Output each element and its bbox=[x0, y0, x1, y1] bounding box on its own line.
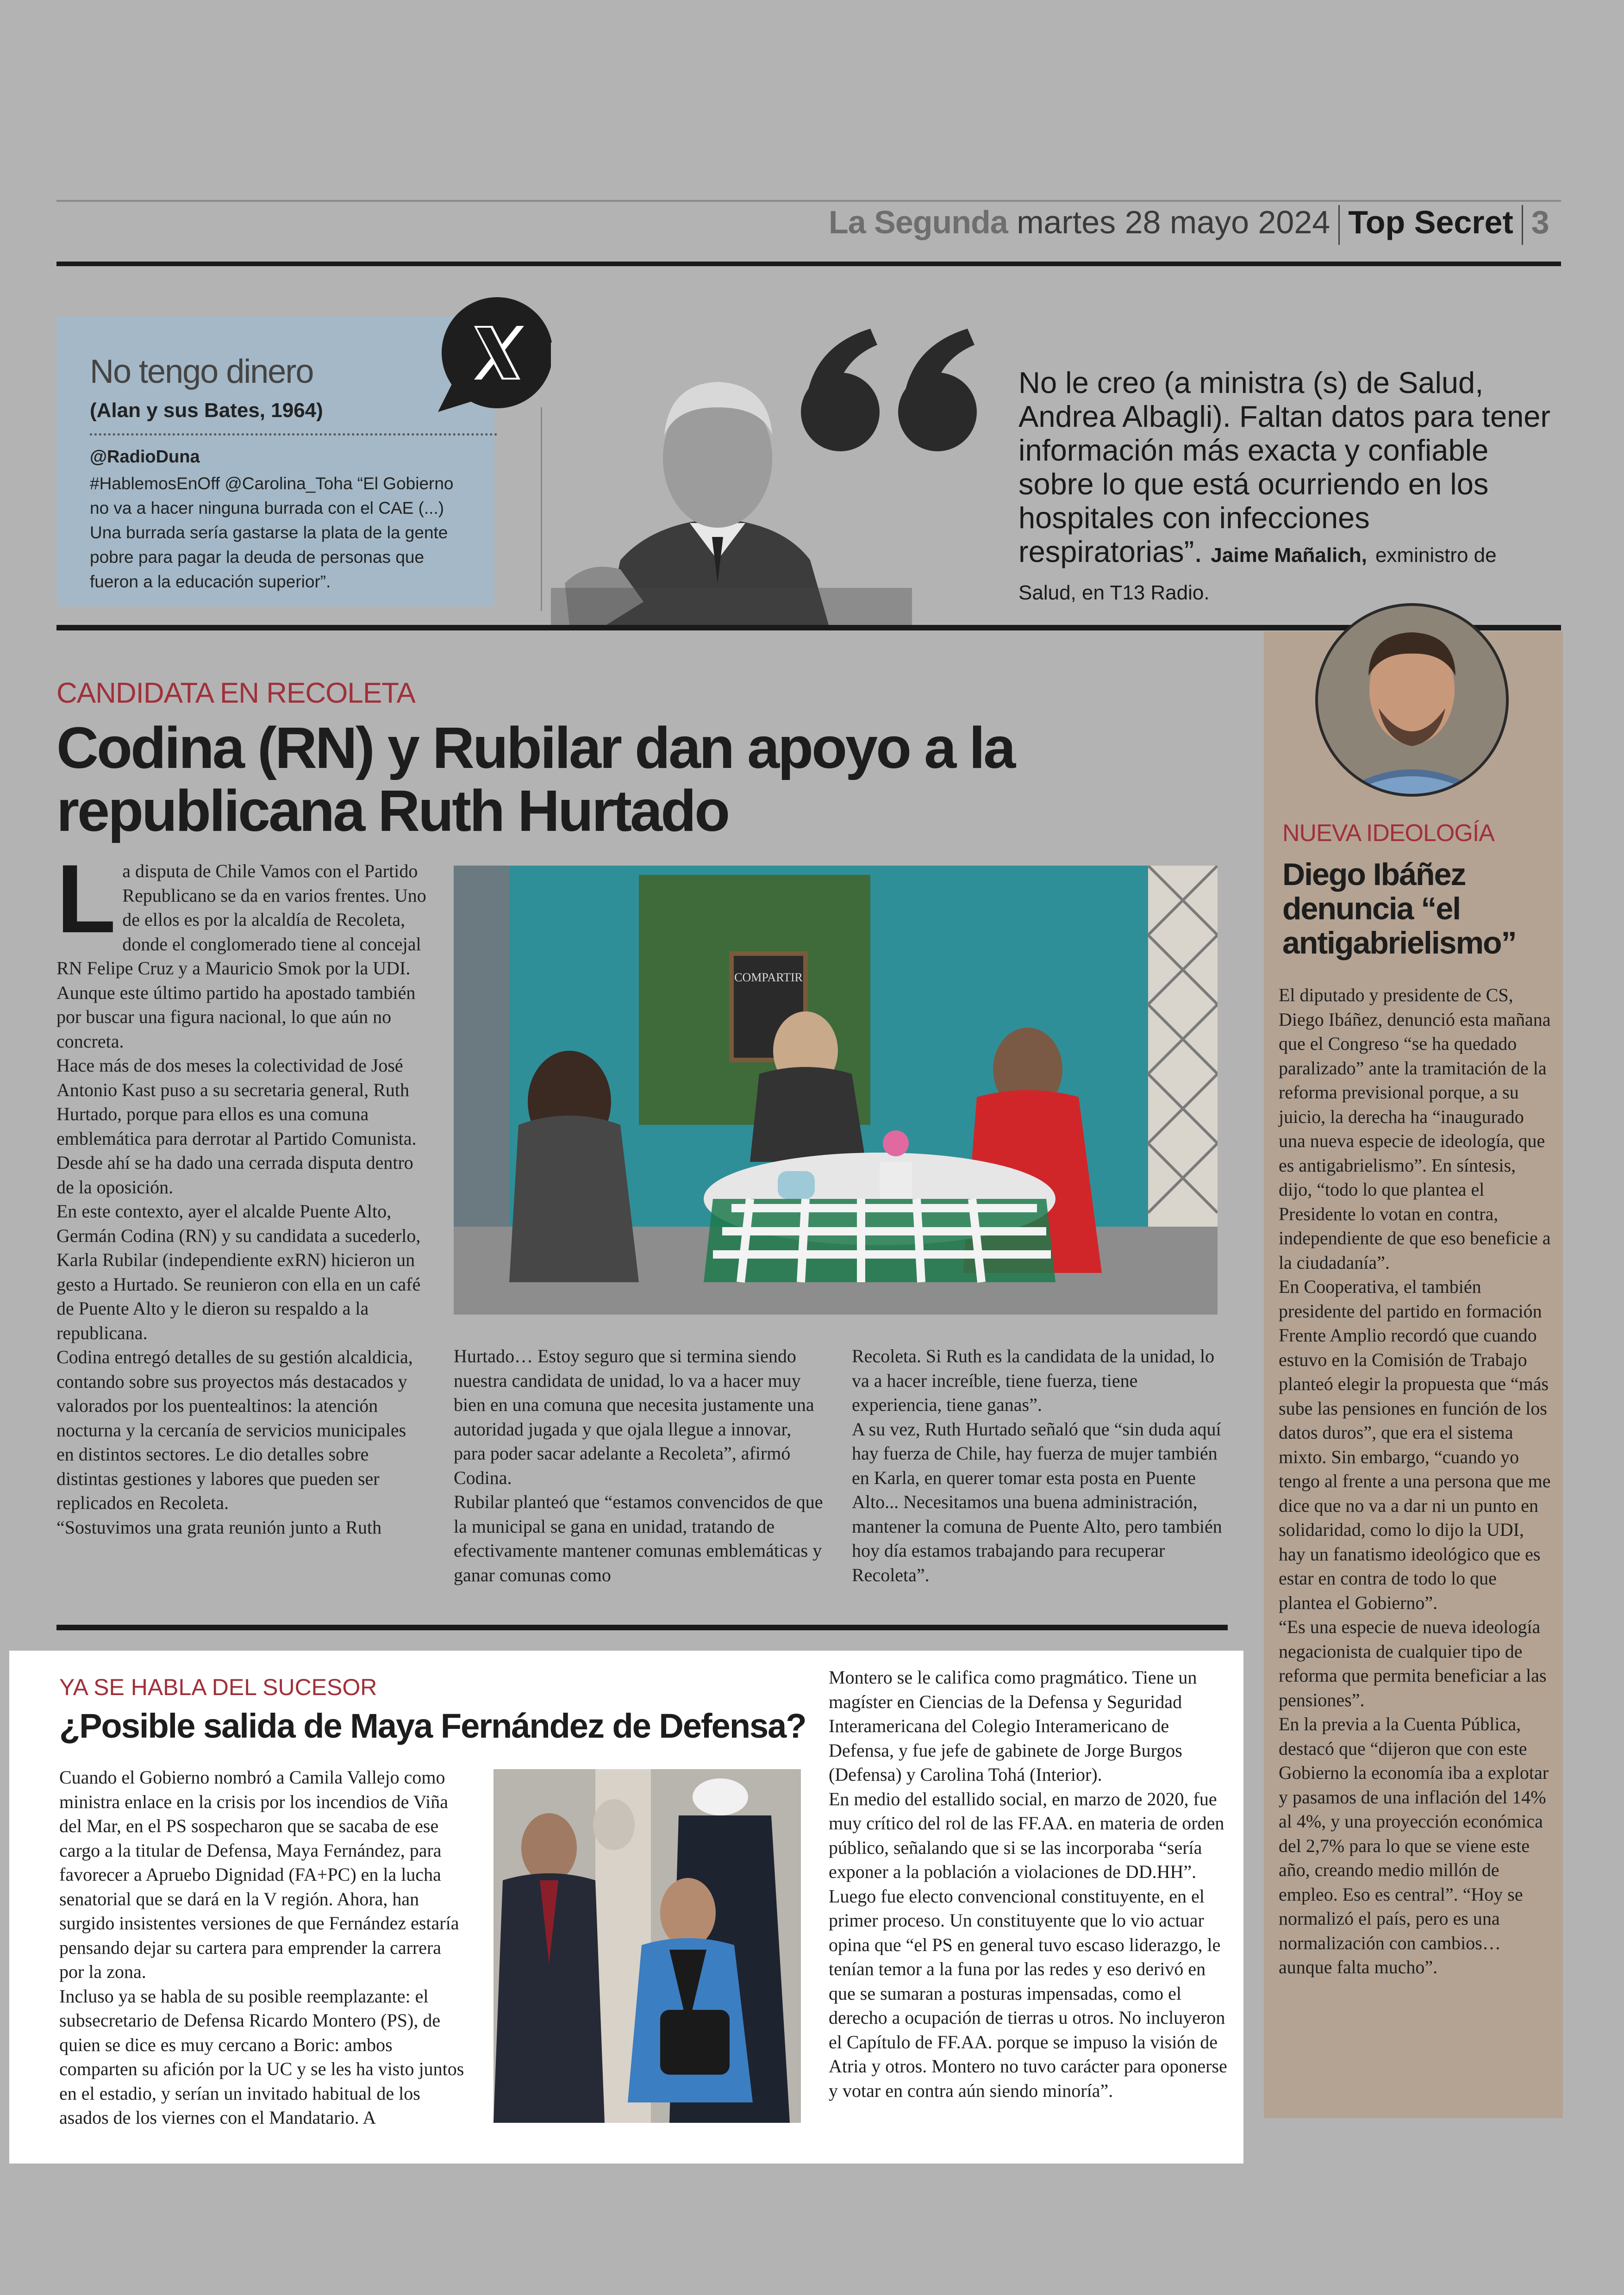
paragraph: Montero se le califica como pragmático. Tiene un magíster en Ciencias de la Defensa y Seguridad Interamericana del Colegio Interamericano de Defensa, y fue jefe de gabinete de Jorge Burgos (Defensa) y Carolina Tohá (Interior). bbox=[829, 1667, 1197, 1785]
paragraph: Recoleta. Si Ruth es la candidata de la unidad, lo va a hacer increíble, tiene fuerza, tiene experiencia, tiene ganas”. bbox=[852, 1346, 1215, 1415]
x-logo-icon bbox=[433, 296, 554, 417]
song-band: (Alan y sus Bates, 1964) bbox=[90, 399, 323, 422]
header-separator bbox=[1338, 205, 1340, 245]
tweet-handle: @RadioDuna bbox=[90, 447, 200, 467]
paragraph: “Es una especie de nueva ideología negacionista de cualquier tipo de reforma que permita beneficiar a las pensiones”. bbox=[1279, 1616, 1547, 1710]
sidebar-body bbox=[1279, 983, 1552, 1980]
newspaper-brand: La Segunda bbox=[829, 204, 1008, 240]
quote-text: No le creo (a ministra (s) de Salud, Andrea Albagli). Faltan datos para tener información más exacta y confiable sobre lo que está ocurriendo en los hospitales con infecciones respiratorias”. bbox=[1018, 366, 1551, 568]
main-article-kicker: CANDIDATA EN RECOLETA bbox=[56, 677, 415, 709]
quote-role: exministro de Salud, en T13 Radio. bbox=[1018, 544, 1497, 604]
page-number: 3 bbox=[1531, 204, 1549, 240]
article-bottom-rule bbox=[56, 1625, 1228, 1630]
paragraph: Cuando el Gobierno nombró a Camila Vallejo como ministra enlace en la crisis por los incendios de Viña del Mar, en el PS sospecharon que se sacaba de ese cargo a la titular de Defensa, Maya Fernández, para favorecer a Apruebo Dignidad (FA+PC) en la lucha senatorial que se dará en la V región. Ahora, han surgido insistentes versiones de que Fernández estaría pensando dejar su cartera para emprender la carrera por la zona. bbox=[59, 1767, 459, 1982]
diego-ibanez-avatar bbox=[1314, 602, 1510, 798]
paragraph: En este contexto, ayer el alcalde Puente Alto, Germán Codina (RN) y su candidata a sucederlo, Karla Rubilar (independiente exRN) hicieron un gesto a Hurtado. Se reunieron con ella en un café de Puente Alto y le dieron su respaldo a la republicana. bbox=[56, 1201, 421, 1343]
paragraph: a disputa de Chile Vamos con el Partido Republicano se da en varios frentes. Uno de ellos es por la alcaldía de Recoleta, donde el conglomerado tiene al concejal RN Felipe Cruz y a Mauricio Smok por la UDI. Aunque este último partido ha apostado también por buscar una figura nacional, lo que aún no concreta. bbox=[56, 861, 426, 1052]
main-article-headline: Codina (RN) y Rubilar dan apoyo a la republicana Ruth Hurtado bbox=[56, 715, 1014, 843]
featured-quote bbox=[1018, 366, 1551, 610]
paragraph: Hace más de dos meses la colectividad de José Antonio Kast puso a su secretaria general, Ruth Hurtado, porque para ellos es una comuna emblemática para derrotar al Partido Comunista. Desde ahí se ha dado una cerrada disputa dentro de la oposición. bbox=[56, 1055, 417, 1197]
main-article-column-3 bbox=[852, 1344, 1222, 1587]
tweet-text: #HablemosEnOff @Carolina_Toha “El Gobierno no va a hacer ninguna burrada con el CAE (...) Una burrada sería gastarse la plata de la gente pobre para pagar la deuda de personas que fueron a la educación superior”. bbox=[90, 474, 454, 591]
paragraph: En medio del estallido social, en marzo de 2020, fue muy crítico del rol de las FF.AA. en materia de orden público, señalando que si se las incorporaba “sería exponer a la población a violaciones de DD.HH”. Luego fue electo convencional constituyente, en el primer proceso. Un constituyente que lo vio actuar opina que “el PS en general tuvo escaso liderazgo, le tenían temor a la funa por las redes y eso derivó en que se sumaran a posturas impensadas, como el derecho a ocupación de tierras u otros. No incluyeron el Capítulo de FF.AA. porque se impuso la visión de Atria y otros. Montero no tuvo carácter para oponerse y votar en contra aún siendo minoría”. bbox=[829, 1788, 1227, 2101]
paragraph: Incluso ya se habla de su posible reemplazante: el subsecretario de Defensa Ricardo Montero (PS), de quien se dice es muy cercano a Boric: ambos comparten su afición por la UC y se les ha visto juntos en el estadio, y serían un invitado habitual de los asados de los viernes con el Mandatario. A bbox=[59, 1985, 464, 2128]
paragraph: Rubilar planteó que “estamos convencidos de que la municipal se gana en unidad, tratando de efectivamente mantener comunas emblemáticas y ganar comunas como bbox=[454, 1491, 823, 1585]
section-name: Top Secret bbox=[1348, 204, 1513, 240]
main-article-column-1 bbox=[56, 844, 427, 1540]
second-article-kicker: YA SE HABLA DEL SUCESOR bbox=[59, 1674, 377, 1700]
paragraph: A su vez, Ruth Hurtado señaló que “sin duda aquí hay fuerza de Chile, hay fuerza de mujer también en Karla, en querer tomar esta posta en Puente Alto... Necesitamos una buena administración, mantener la comuna de Puente Alto, pero también hoy día estamos trabajando para recuperar Recoleta”. bbox=[852, 1418, 1222, 1585]
header-separator bbox=[1522, 205, 1523, 245]
paragraph: En la previa a la Cuenta Pública, destacó que “dijeron que con este Gobierno la economía iba a explotar y pasamos de una inflación del 14% al 4%, y una proyección económica del 2,7% para lo que se viene este año, creando medio millón de empleo. Eso es central”. “Hoy se normalizó el país, pero es una normalización con cambios… aunque falta mucho”. bbox=[1279, 1714, 1549, 1977]
sidebar-headline: Diego Ibáñez denuncia “el antigabrielismo” bbox=[1282, 857, 1516, 960]
page-header bbox=[829, 204, 1565, 255]
second-article-column-1 bbox=[59, 1765, 467, 2130]
cafe-meeting-photo bbox=[454, 866, 1218, 1315]
paragraph: El diputado y presidente de CS, Diego Ibáñez, denunció esta mañana que el Congreso “se ha quedado paralizado” ante la tramitación de la reforma previsional porque, a su juicio, la derecha ha “inaugurado una nueva especie de ideología, que es antigabrielismo”. En síntesis, dijo, “todo lo que plantea el Presidente lo votan en contra, independiente de que eso beneficie a la ciudadanía”. bbox=[1279, 985, 1551, 1273]
chalkboard-text: COMPARTIR bbox=[734, 971, 803, 984]
quote-marks-icon bbox=[796, 319, 991, 458]
quote-speaker: Jaime Mañalich, bbox=[1211, 544, 1367, 567]
second-article-column-2 bbox=[829, 1665, 1236, 2103]
vertical-divider bbox=[541, 407, 542, 611]
top-thin-rule bbox=[56, 200, 1561, 202]
song-box bbox=[56, 317, 494, 606]
second-article-headline: ¿Posible salida de Maya Fernández de Defensa? bbox=[59, 1707, 806, 1745]
paragraph: Codina entregó detalles de su gestión alcaldicia, contando sobre sus proyectos más destacados y valorados por los puentealtinos: la atención nocturna y la cercanía de servicios municipales en distintos sectores. Le dio detalles sobre distintas gestiones y labores que pueden ser replicados en Recoleta. bbox=[56, 1347, 413, 1513]
header-rule bbox=[56, 262, 1561, 266]
dotted-divider bbox=[90, 433, 497, 436]
song-title: No tengo dinero bbox=[90, 353, 313, 390]
sidebar-kicker: NUEVA IDEOLOGÍA bbox=[1282, 820, 1494, 847]
maya-fernandez-photo bbox=[493, 1769, 801, 2123]
issue-date: martes 28 mayo 2024 bbox=[1017, 204, 1330, 240]
drop-cap: L bbox=[56, 844, 116, 953]
paragraph: En Cooperativa, el también presidente del partido en formación Frente Amplio recordó que cuando estuvo en la Comisión de Trabajo planteó elegir la propuesta que “más sube las pensiones en función de los datos duros”, que era el sistema mixto. Sin embargo, “cuando yo tengo al frente a una persona que me dice que no va a dar ni un punto en solidaridad, como lo dijo la UDI, hay un fanatismo ideológico que es estar en contra de todo lo que plantea el Gobierno”. bbox=[1279, 1276, 1551, 1613]
main-article-column-2 bbox=[454, 1344, 824, 1587]
paragraph: “Sostuvimos una grata reunión junto a Ruth bbox=[56, 1516, 382, 1538]
paragraph: Hurtado… Estoy seguro que si termina siendo nuestra candidata de unidad, lo va a hacer muy bien en una comuna que necesita justamente una autoridad jugada y que ojala llegue a innovar, para poder sacar adelante a Recoleta”, afirmó Codina. bbox=[454, 1346, 814, 1488]
